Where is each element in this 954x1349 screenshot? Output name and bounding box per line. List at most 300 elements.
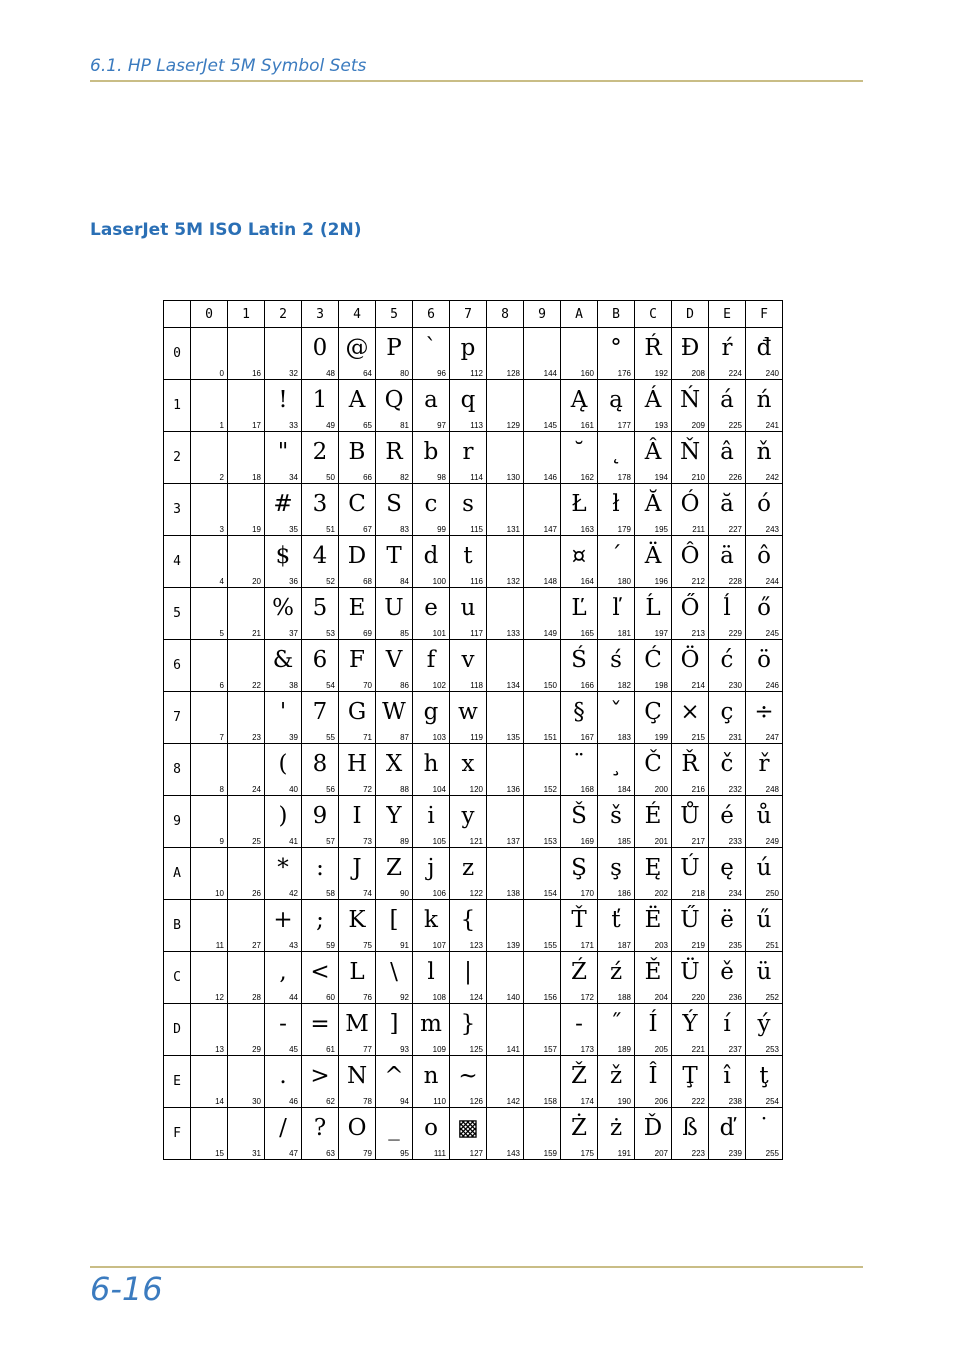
- symbol-cell: [598, 328, 635, 380]
- decimal-code: 173: [580, 1045, 594, 1054]
- symbol-glyph: ť: [611, 907, 621, 933]
- symbol-cell: [524, 328, 561, 380]
- decimal-code: 81: [400, 421, 409, 430]
- decimal-code: 31: [252, 1149, 261, 1158]
- symbol-cell: [598, 380, 635, 432]
- decimal-code: 3: [219, 525, 224, 534]
- row-label: 6: [164, 640, 191, 692]
- column-label: E: [709, 301, 746, 328]
- symbol-glyph: X: [385, 751, 403, 777]
- symbol-glyph: 3: [312, 491, 328, 517]
- decimal-code: 35: [289, 525, 298, 534]
- symbol-cell: [672, 380, 709, 432]
- symbol-glyph: Ď: [643, 1115, 663, 1141]
- symbol-glyph: Š: [571, 803, 587, 829]
- symbol-glyph: (: [278, 751, 288, 777]
- decimal-code: 216: [691, 785, 705, 794]
- decimal-code: 28: [252, 993, 261, 1002]
- symbol-glyph: L: [349, 959, 365, 985]
- symbol-glyph: ń: [756, 387, 772, 413]
- symbol-glyph: Ň: [679, 439, 701, 465]
- decimal-code: 218: [691, 889, 705, 898]
- decimal-code: 86: [400, 681, 409, 690]
- symbol-glyph: ˙: [758, 1115, 770, 1141]
- symbol-cell: [598, 640, 635, 692]
- symbol-cell: [524, 1108, 561, 1160]
- symbol-cell: [487, 744, 524, 796]
- symbol-glyph: Ë: [644, 907, 662, 933]
- symbol-glyph: 4: [312, 543, 328, 569]
- symbol-cell: [709, 744, 746, 796]
- decimal-code: 47: [289, 1149, 298, 1158]
- symbol-glyph: t: [463, 543, 473, 569]
- symbol-cell: [191, 640, 228, 692]
- symbol-glyph: Ş: [571, 855, 587, 881]
- symbol-glyph: A: [348, 387, 366, 413]
- symbol-cell: [450, 744, 487, 796]
- symbol-glyph: |: [464, 959, 472, 985]
- symbol-cell: [376, 432, 413, 484]
- decimal-code: 2: [219, 473, 224, 482]
- decimal-code: 153: [543, 837, 557, 846]
- table-row: [164, 848, 783, 900]
- symbol-cell: [487, 588, 524, 640]
- symbol-cell: [228, 1108, 265, 1160]
- symbol-cell: [672, 1056, 709, 1108]
- decimal-code: 154: [543, 889, 557, 898]
- decimal-code: 166: [580, 681, 594, 690]
- symbol-glyph: 7: [312, 699, 328, 725]
- symbol-cell: [746, 484, 783, 536]
- symbol-cell: [228, 484, 265, 536]
- symbol-cell: [746, 1056, 783, 1108]
- decimal-code: 221: [691, 1045, 705, 1054]
- symbol-cell: [302, 380, 339, 432]
- decimal-code: 222: [691, 1097, 705, 1106]
- decimal-code: 78: [363, 1097, 372, 1106]
- symbol-cell: [450, 900, 487, 952]
- symbol-cell: [561, 380, 598, 432]
- symbol-glyph: ô: [757, 543, 771, 569]
- decimal-code: 200: [654, 785, 668, 794]
- symbol-glyph: ě: [720, 959, 734, 985]
- symbol-glyph: Ŕ: [644, 335, 662, 361]
- symbol-cell: [561, 796, 598, 848]
- symbol-cell: [376, 952, 413, 1004]
- symbol-cell: [672, 952, 709, 1004]
- symbol-cell: [413, 1056, 450, 1108]
- symbol-cell: [672, 536, 709, 588]
- symbol-cell: [376, 744, 413, 796]
- symbol-cell: [450, 796, 487, 848]
- symbol-cell: [524, 380, 561, 432]
- symbol-cell: [635, 588, 672, 640]
- symbol-cell: [339, 1056, 376, 1108]
- symbol-cell: [339, 952, 376, 1004]
- symbol-glyph: Â: [644, 439, 662, 465]
- symbol-glyph: Ô: [680, 543, 700, 569]
- decimal-code: 72: [363, 785, 372, 794]
- symbol-cell: [376, 536, 413, 588]
- decimal-code: 250: [765, 889, 779, 898]
- decimal-code: 185: [617, 837, 631, 846]
- symbol-glyph: ľ: [612, 595, 620, 621]
- table-row: [164, 536, 783, 588]
- symbol-glyph: Ö: [680, 647, 700, 673]
- symbol-cell: [635, 328, 672, 380]
- decimal-code: 48: [326, 369, 335, 378]
- symbol-glyph: Ó: [680, 491, 700, 517]
- decimal-code: 158: [543, 1097, 557, 1106]
- symbol-cell: [302, 484, 339, 536]
- decimal-code: 40: [289, 785, 298, 794]
- symbol-cell: [561, 588, 598, 640]
- decimal-code: 19: [252, 525, 261, 534]
- symbol-glyph: p: [460, 335, 476, 361]
- symbol-cell: [302, 692, 339, 744]
- symbol-cell: [339, 380, 376, 432]
- symbol-cell: [191, 848, 228, 900]
- decimal-code: 106: [432, 889, 446, 898]
- symbol-cell: [265, 380, 302, 432]
- decimal-code: 235: [728, 941, 742, 950]
- table-row: [164, 484, 783, 536]
- symbol-cell: [635, 952, 672, 1004]
- table-row: [164, 952, 783, 1004]
- symbol-cell: [339, 848, 376, 900]
- symbol-glyph: }: [460, 1011, 476, 1037]
- symbol-glyph: 1: [312, 387, 328, 413]
- decimal-code: 1: [219, 421, 224, 430]
- decimal-code: 219: [691, 941, 705, 950]
- symbol-glyph: N: [346, 1063, 368, 1089]
- symbol-cell: [265, 1108, 302, 1160]
- row-label: 8: [164, 744, 191, 796]
- row-label: 5: [164, 588, 191, 640]
- symbol-cell: [709, 536, 746, 588]
- decimal-code: 230: [728, 681, 742, 690]
- symbol-cell: [191, 796, 228, 848]
- decimal-code: 34: [289, 473, 298, 482]
- symbol-cell: [598, 1004, 635, 1056]
- symbol-cell: [561, 900, 598, 952]
- decimal-code: 13: [215, 1045, 224, 1054]
- decimal-code: 30: [252, 1097, 261, 1106]
- decimal-code: 194: [654, 473, 668, 482]
- decimal-code: 46: [289, 1097, 298, 1106]
- symbol-cell: [524, 692, 561, 744]
- decimal-code: 82: [400, 473, 409, 482]
- symbol-cell: [376, 640, 413, 692]
- decimal-code: 143: [506, 1149, 520, 1158]
- symbol-cell: [709, 796, 746, 848]
- symbol-cell: [709, 1004, 746, 1056]
- decimal-code: 175: [580, 1149, 594, 1158]
- decimal-code: 103: [432, 733, 446, 742]
- decimal-code: 8: [219, 785, 224, 794]
- symbol-cell: [635, 380, 672, 432]
- symbol-glyph: Ź: [571, 959, 587, 985]
- symbol-glyph: Ţ: [682, 1063, 698, 1089]
- decimal-code: 137: [506, 837, 520, 846]
- symbol-glyph: Ő: [680, 595, 700, 621]
- symbol-cell: [598, 692, 635, 744]
- symbol-glyph: Ç: [644, 699, 662, 725]
- decimal-code: 113: [470, 421, 483, 430]
- symbol-glyph: Y: [386, 803, 402, 829]
- decimal-code: 102: [432, 681, 446, 690]
- decimal-code: 115: [470, 525, 483, 534]
- symbol-glyph: ţ: [759, 1063, 769, 1089]
- symbol-cell: [635, 900, 672, 952]
- symbol-cell: [265, 900, 302, 952]
- symbol-glyph: ¨: [573, 751, 585, 777]
- decimal-code: 62: [326, 1097, 335, 1106]
- symbol-cell: [561, 1108, 598, 1160]
- symbol-glyph: ă: [720, 491, 734, 517]
- decimal-code: 92: [400, 993, 409, 1002]
- symbol-glyph: ': [279, 699, 287, 725]
- symbol-cell: [709, 952, 746, 1004]
- symbol-cell: [561, 692, 598, 744]
- symbol-cell: [561, 484, 598, 536]
- decimal-code: 234: [728, 889, 742, 898]
- symbol-cell: [672, 744, 709, 796]
- symbol-cell: [450, 848, 487, 900]
- decimal-code: 120: [469, 785, 483, 794]
- table-row: [164, 328, 783, 380]
- symbol-glyph: Ů: [680, 803, 700, 829]
- symbol-cell: [265, 952, 302, 1004]
- symbol-glyph: ,: [279, 959, 287, 985]
- symbol-glyph: ł: [612, 491, 620, 517]
- symbol-cell: [746, 848, 783, 900]
- decimal-code: 208: [691, 369, 705, 378]
- symbol-glyph: c: [424, 491, 438, 517]
- decimal-code: 146: [543, 473, 557, 482]
- decimal-code: 138: [506, 889, 520, 898]
- decimal-code: 202: [654, 889, 668, 898]
- symbol-cell: [598, 900, 635, 952]
- symbol-cell: [450, 432, 487, 484]
- decimal-code: 165: [580, 629, 594, 638]
- symbol-glyph: ů: [756, 803, 772, 829]
- decimal-code: 198: [654, 681, 668, 690]
- symbol-cell: [265, 432, 302, 484]
- decimal-code: 45: [289, 1045, 298, 1054]
- symbol-cell: [672, 1004, 709, 1056]
- symbol-cell: [376, 796, 413, 848]
- symbol-cell: [191, 484, 228, 536]
- decimal-code: 119: [470, 733, 483, 742]
- symbol-glyph: @: [345, 335, 369, 361]
- decimal-code: 228: [728, 577, 742, 586]
- symbol-cell: [450, 1056, 487, 1108]
- symbol-cell: [598, 432, 635, 484]
- symbol-glyph: x: [461, 751, 475, 777]
- symbol-glyph: Ń: [679, 387, 701, 413]
- decimal-code: 149: [543, 629, 557, 638]
- symbol-glyph: h: [423, 751, 439, 777]
- decimal-code: 172: [580, 993, 594, 1002]
- symbol-cell: [191, 328, 228, 380]
- symbol-glyph: ż: [609, 1115, 623, 1141]
- decimal-code: 206: [654, 1097, 668, 1106]
- decimal-code: 161: [580, 421, 594, 430]
- symbol-glyph: ď: [719, 1115, 735, 1141]
- decimal-code: 180: [617, 577, 631, 586]
- symbol-cell: [413, 484, 450, 536]
- decimal-code: 229: [728, 629, 742, 638]
- decimal-code: 192: [654, 369, 668, 378]
- symbol-cell: [709, 484, 746, 536]
- decimal-code: 24: [252, 785, 261, 794]
- symbol-glyph: ˝: [610, 1011, 622, 1037]
- symbol-cell: [376, 1108, 413, 1160]
- decimal-code: 245: [765, 629, 779, 638]
- decimal-code: 63: [326, 1149, 335, 1158]
- decimal-code: 163: [580, 525, 594, 534]
- symbol-cell: [376, 588, 413, 640]
- symbol-glyph: ő: [757, 595, 771, 621]
- decimal-code: 147: [543, 525, 557, 534]
- decimal-code: 87: [400, 733, 409, 742]
- symbol-cell: [450, 1108, 487, 1160]
- column-label: 9: [524, 301, 561, 328]
- decimal-code: 233: [728, 837, 742, 846]
- symbol-glyph: &: [272, 647, 294, 673]
- symbol-cell: [450, 484, 487, 536]
- symbol-cell: [561, 848, 598, 900]
- symbol-glyph: Ż: [571, 1115, 587, 1141]
- symbol-cell: [302, 640, 339, 692]
- symbol-glyph: ¸: [610, 751, 622, 777]
- decimal-code: 179: [617, 525, 631, 534]
- footer-rule: [90, 1266, 863, 1268]
- symbol-glyph: š: [610, 803, 622, 829]
- symbol-glyph: ö: [757, 647, 771, 673]
- symbol-cell: [746, 328, 783, 380]
- symbol-cell: [561, 328, 598, 380]
- symbol-glyph: $: [275, 543, 291, 569]
- decimal-code: 224: [728, 369, 742, 378]
- table-row: [164, 796, 783, 848]
- decimal-code: 145: [543, 421, 557, 430]
- symbol-cell: [635, 1056, 672, 1108]
- symbol-cell: [228, 640, 265, 692]
- symbol-cell: [228, 588, 265, 640]
- column-label: 8: [487, 301, 524, 328]
- symbol-glyph: Ľ: [571, 595, 587, 621]
- decimal-code: 26: [252, 889, 261, 898]
- decimal-code: 201: [654, 837, 668, 846]
- decimal-code: 159: [543, 1149, 557, 1158]
- decimal-code: 98: [437, 473, 446, 482]
- symbol-glyph: ): [278, 803, 288, 829]
- decimal-code: 130: [506, 473, 520, 482]
- decimal-code: 148: [543, 577, 557, 586]
- decimal-code: 0: [219, 369, 224, 378]
- symbol-glyph: S: [386, 491, 402, 517]
- decimal-code: 239: [728, 1149, 742, 1158]
- symbol-glyph: B: [348, 439, 366, 465]
- symbol-glyph: _: [388, 1115, 400, 1141]
- symbol-cell: [339, 744, 376, 796]
- decimal-code: 169: [580, 837, 594, 846]
- decimal-code: 64: [363, 369, 372, 378]
- symbol-cell: [302, 952, 339, 1004]
- decimal-code: 232: [728, 785, 742, 794]
- symbol-glyph: ź: [609, 959, 623, 985]
- symbol-cell: [561, 640, 598, 692]
- decimal-code: 144: [543, 369, 557, 378]
- symbol-glyph: 6: [312, 647, 328, 673]
- decimal-code: 220: [691, 993, 705, 1002]
- symbol-cell: [265, 588, 302, 640]
- decimal-code: 37: [289, 629, 298, 638]
- decimal-code: 214: [691, 681, 705, 690]
- symbol-glyph: ą: [609, 387, 623, 413]
- symbol-cell: [376, 900, 413, 952]
- decimal-code: 79: [363, 1149, 372, 1158]
- column-label: 6: [413, 301, 450, 328]
- row-label: D: [164, 1004, 191, 1056]
- decimal-code: 88: [400, 785, 409, 794]
- symbol-cell: [265, 848, 302, 900]
- column-label: D: [672, 301, 709, 328]
- symbol-cell: [228, 692, 265, 744]
- decimal-code: 131: [506, 525, 520, 534]
- symbol-cell: [487, 848, 524, 900]
- symbol-glyph: o: [424, 1115, 438, 1141]
- symbol-glyph: ?: [313, 1115, 327, 1141]
- decimal-code: 129: [506, 421, 520, 430]
- symbol-cell: [450, 952, 487, 1004]
- symbol-cell: [635, 640, 672, 692]
- symbol-cell: [339, 692, 376, 744]
- symbol-cell: [302, 328, 339, 380]
- symbol-glyph: ü: [756, 959, 772, 985]
- symbol-cell: [635, 484, 672, 536]
- decimal-code: 212: [691, 577, 705, 586]
- symbol-cell: [487, 432, 524, 484]
- decimal-code: 135: [506, 733, 520, 742]
- symbol-cell: [413, 328, 450, 380]
- symbol-cell: [524, 952, 561, 1004]
- decimal-code: 171: [580, 941, 594, 950]
- symbol-cell: [302, 1004, 339, 1056]
- decimal-code: 4: [219, 577, 224, 586]
- symbol-glyph: ´: [610, 543, 622, 569]
- row-label: 4: [164, 536, 191, 588]
- symbol-glyph: H: [346, 751, 368, 777]
- decimal-code: 67: [363, 525, 372, 534]
- symbol-cell: [746, 796, 783, 848]
- decimal-code: 59: [326, 941, 335, 950]
- decimal-code: 94: [400, 1097, 409, 1106]
- symbol-cell: [302, 796, 339, 848]
- decimal-code: 52: [326, 577, 335, 586]
- decimal-code: 151: [543, 733, 557, 742]
- decimal-code: 104: [432, 785, 446, 794]
- decimal-code: 21: [252, 629, 261, 638]
- decimal-code: 85: [400, 629, 409, 638]
- decimal-code: 23: [252, 733, 261, 742]
- symbol-set-table: [163, 300, 783, 1160]
- decimal-code: 11: [215, 941, 224, 950]
- symbol-glyph: <: [310, 959, 330, 985]
- symbol-cell: [413, 588, 450, 640]
